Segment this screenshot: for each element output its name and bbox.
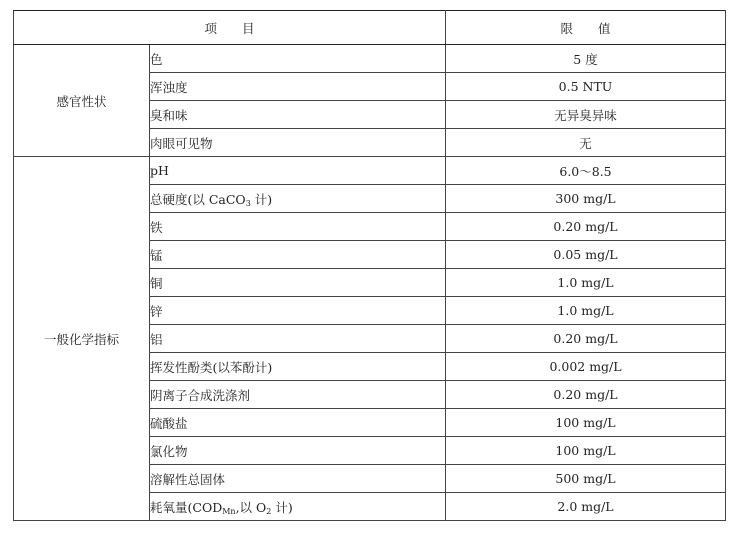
item-subscript: Mn xyxy=(222,506,236,516)
item-cell: 锰 xyxy=(150,241,446,269)
item-text: ,以 O xyxy=(235,499,267,515)
item-cell xyxy=(150,185,446,213)
item-cell: 溶解性总固体 xyxy=(150,465,446,493)
item-cell: 锌 xyxy=(150,297,446,325)
limit-cell: 1.0 mg/L xyxy=(446,297,726,325)
limit-cell: 2.0 mg/L xyxy=(446,493,726,521)
limit-cell: 300 mg/L xyxy=(446,185,726,213)
limit-cell: 0.05 mg/L xyxy=(446,241,726,269)
item-cell xyxy=(150,493,446,521)
item-cell: 肉眼可见物 xyxy=(150,129,446,157)
item-text: 耗氧量(COD xyxy=(150,499,223,515)
water-quality-table xyxy=(13,10,726,521)
item-cell: 铁 xyxy=(150,213,446,241)
limit-cell: 无异臭异味 xyxy=(446,101,726,129)
item-text: 总硬度(以 CaCO xyxy=(150,191,246,207)
limit-cell: 100 mg/L xyxy=(446,437,726,465)
header-item: 项 目 xyxy=(14,11,446,45)
item-cell: 色 xyxy=(150,45,446,73)
item-cell: pH xyxy=(150,157,446,185)
item-cell: 铝 xyxy=(150,325,446,353)
limit-cell: 0.20 mg/L xyxy=(446,325,726,353)
header-row xyxy=(14,11,726,45)
item-cell: 阴离子合成洗涤剂 xyxy=(150,381,446,409)
category-cell: 一般化学指标 xyxy=(14,157,150,521)
table-row xyxy=(14,45,726,73)
limit-cell: 1.0 mg/L xyxy=(446,269,726,297)
item-cell: 挥发性酚类(以苯酚计) xyxy=(150,353,446,381)
header-limit: 限 值 xyxy=(446,11,726,45)
item-cell: 硫酸盐 xyxy=(150,409,446,437)
item-cell: 臭和味 xyxy=(150,101,446,129)
limit-cell: 0.20 mg/L xyxy=(446,213,726,241)
limit-cell: 500 mg/L xyxy=(446,465,726,493)
item-text: 计) xyxy=(250,191,273,207)
limit-cell: 100 mg/L xyxy=(446,409,726,437)
item-cell: 氯化物 xyxy=(150,437,446,465)
limit-cell: 6.0～8.5 xyxy=(446,157,726,185)
item-subscript: 3 xyxy=(245,198,251,208)
item-cell: 铜 xyxy=(150,269,446,297)
limit-cell: 5 度 xyxy=(446,45,726,73)
limit-cell: 0.20 mg/L xyxy=(446,381,726,409)
limit-cell: 无 xyxy=(446,129,726,157)
item-cell: 浑浊度 xyxy=(150,73,446,101)
limit-cell: 0.5 NTU xyxy=(446,73,726,101)
item-text: 计) xyxy=(271,499,293,515)
category-cell: 感官性状 xyxy=(14,45,150,157)
table-row xyxy=(14,157,726,185)
limit-cell: 0.002 mg/L xyxy=(446,353,726,381)
item-subscript: 2 xyxy=(266,506,272,516)
